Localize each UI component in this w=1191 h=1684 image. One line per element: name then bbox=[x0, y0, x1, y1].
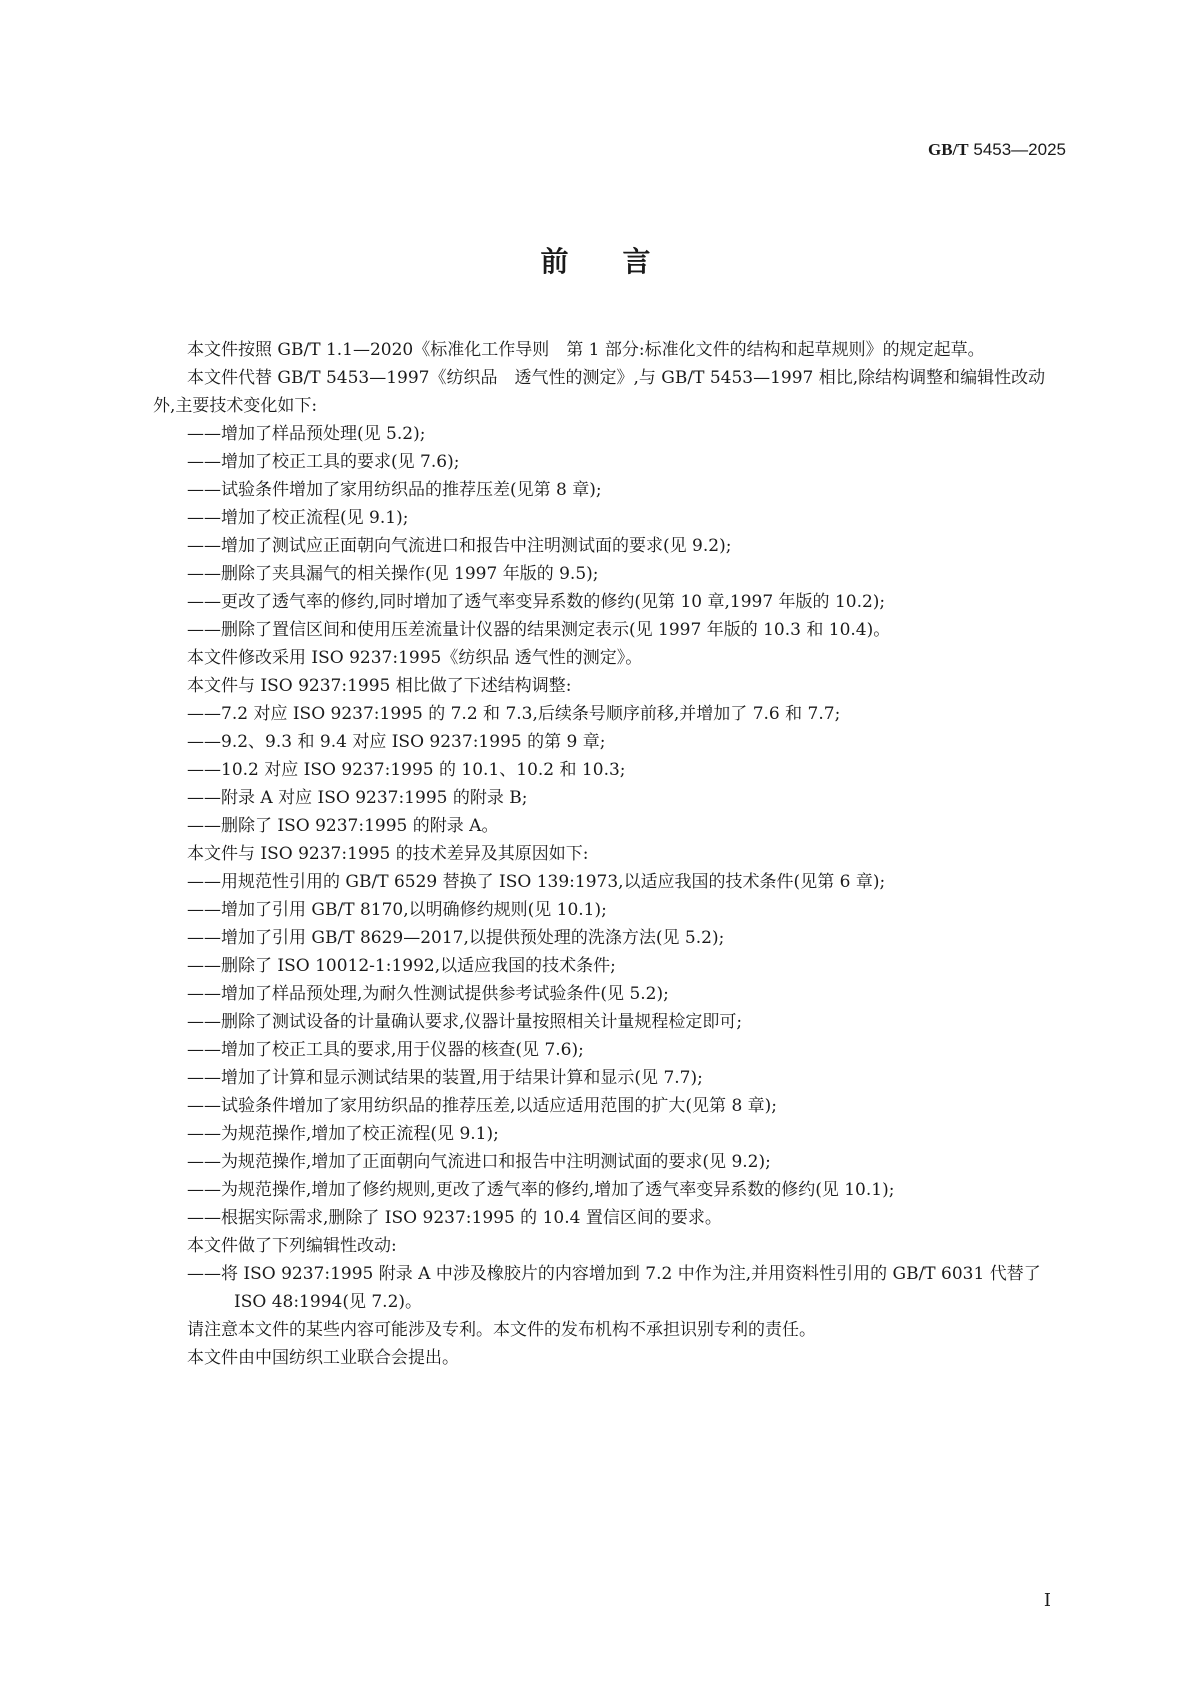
list-item: ——10.2 对应 ISO 9237:1995 的 10.1、10.2 和 10.3; bbox=[187, 760, 626, 780]
paragraph: 本文件代替 GB/T 5453—1997《纺织品 透气性的测定》,与 GB/T 5453—1997 相比,除结构调整和编辑性改动外,主要技术变化如下: bbox=[153, 368, 1046, 416]
list-item: ——将 ISO 9237:1995 附录 A 中涉及橡胶片的内容增加到 7.2 中作为注,并用资料性引用的 GB/T 6031 代替了 ISO 48:1994(见 7.2)。 bbox=[187, 1264, 1041, 1312]
list-item: ——试验条件增加了家用纺织品的推荐压差(见第 8 章); bbox=[187, 480, 602, 500]
list-item: ——增加了样品预处理,为耐久性测试提供参考试验条件(见 5.2); bbox=[187, 984, 669, 1004]
list-item: ——7.2 对应 ISO 9237:1995 的 7.2 和 7.3,后续条号顺序前移,并增加了 7.6 和 7.7; bbox=[187, 704, 841, 724]
paragraph: 本文件按照 GB/T 1.1—2020《标准化工作导则 第 1 部分:标准化文件的结构和起草规则》的规定起草。 bbox=[187, 340, 985, 360]
list-item: ——用规范性引用的 GB/T 6529 替换了 ISO 139:1973,以适应我国的技术条件(见第 6 章); bbox=[187, 872, 886, 892]
list-item: ——为规范操作,增加了正面朝向气流进口和报告中注明测试面的要求(见 9.2); bbox=[187, 1152, 771, 1172]
list-item: ——根据实际需求,删除了 ISO 9237:1995 的 10.4 置信区间的要求。 bbox=[187, 1208, 722, 1228]
list-item: ——增加了测试应正面朝向气流进口和报告中注明测试面的要求(见 9.2); bbox=[187, 536, 732, 556]
document-code-prefix: GB/T bbox=[928, 140, 969, 159]
list-item: ——更改了透气率的修约,同时增加了透气率变异系数的修约(见第 10 章,1997 年版的 10.2); bbox=[187, 592, 886, 612]
list-item: ——增加了样品预处理(见 5.2); bbox=[187, 424, 426, 444]
list-item: ——删除了置信区间和使用压差流量计仪器的结果测定表示(见 1997 年版的 10.3 和 10.4)。 bbox=[187, 620, 891, 640]
foreword-body bbox=[153, 336, 1059, 1372]
list-item: ——为规范操作,增加了修约规则,更改了透气率的修约,增加了透气率变异系数的修约(见 10.1); bbox=[187, 1180, 895, 1200]
paragraph: 本文件由中国纺织工业联合会提出。 bbox=[187, 1348, 459, 1368]
page-title: 前言 bbox=[540, 245, 705, 278]
page-number: I bbox=[1043, 1590, 1051, 1611]
paragraph: 请注意本文件的某些内容可能涉及专利。本文件的发布机构不承担识别专利的责任。 bbox=[187, 1320, 816, 1340]
paragraph: 本文件修改采用 ISO 9237:1995《纺织品 透气性的测定》。 bbox=[187, 648, 643, 668]
list-item: ——增加了引用 GB/T 8629—2017,以提供预处理的洗涤方法(见 5.2); bbox=[187, 928, 725, 948]
paragraph: 本文件做了下列编辑性改动: bbox=[187, 1236, 397, 1256]
list-item: ——增加了校正工具的要求(见 7.6); bbox=[187, 452, 460, 472]
paragraph: 本文件与 ISO 9237:1995 相比做了下述结构调整: bbox=[187, 676, 572, 696]
document-code-number: 5453—2025 bbox=[973, 140, 1066, 159]
list-item: ——删除了 ISO 9237:1995 的附录 A。 bbox=[187, 816, 499, 836]
list-item: ——增加了计算和显示测试结果的装置,用于结果计算和显示(见 7.7); bbox=[187, 1068, 703, 1088]
list-item: ——增加了校正工具的要求,用于仪器的核查(见 7.6); bbox=[187, 1040, 584, 1060]
list-item: ——增加了引用 GB/T 8170,以明确修约规则(见 10.1); bbox=[187, 900, 607, 920]
list-item: ——删除了测试设备的计量确认要求,仪器计量按照相关计量规程检定即可; bbox=[187, 1012, 743, 1032]
list-item: ——试验条件增加了家用纺织品的推荐压差,以适应适用范围的扩大(见第 8 章); bbox=[187, 1096, 778, 1116]
list-item: ——为规范操作,增加了校正流程(见 9.1); bbox=[187, 1124, 499, 1144]
list-item: ——删除了夹具漏气的相关操作(见 1997 年版的 9.5); bbox=[187, 564, 599, 584]
list-item: ——9.2、9.3 和 9.4 对应 ISO 9237:1995 的第 9 章; bbox=[187, 732, 606, 752]
list-item: ——删除了 ISO 10012-1:1992,以适应我国的技术条件; bbox=[187, 956, 616, 976]
list-item: ——附录 A 对应 ISO 9237:1995 的附录 B; bbox=[187, 788, 528, 808]
document-code bbox=[928, 140, 1066, 160]
list-item: ——增加了校正流程(见 9.1); bbox=[187, 508, 409, 528]
paragraph: 本文件与 ISO 9237:1995 的技术差异及其原因如下: bbox=[187, 844, 589, 864]
